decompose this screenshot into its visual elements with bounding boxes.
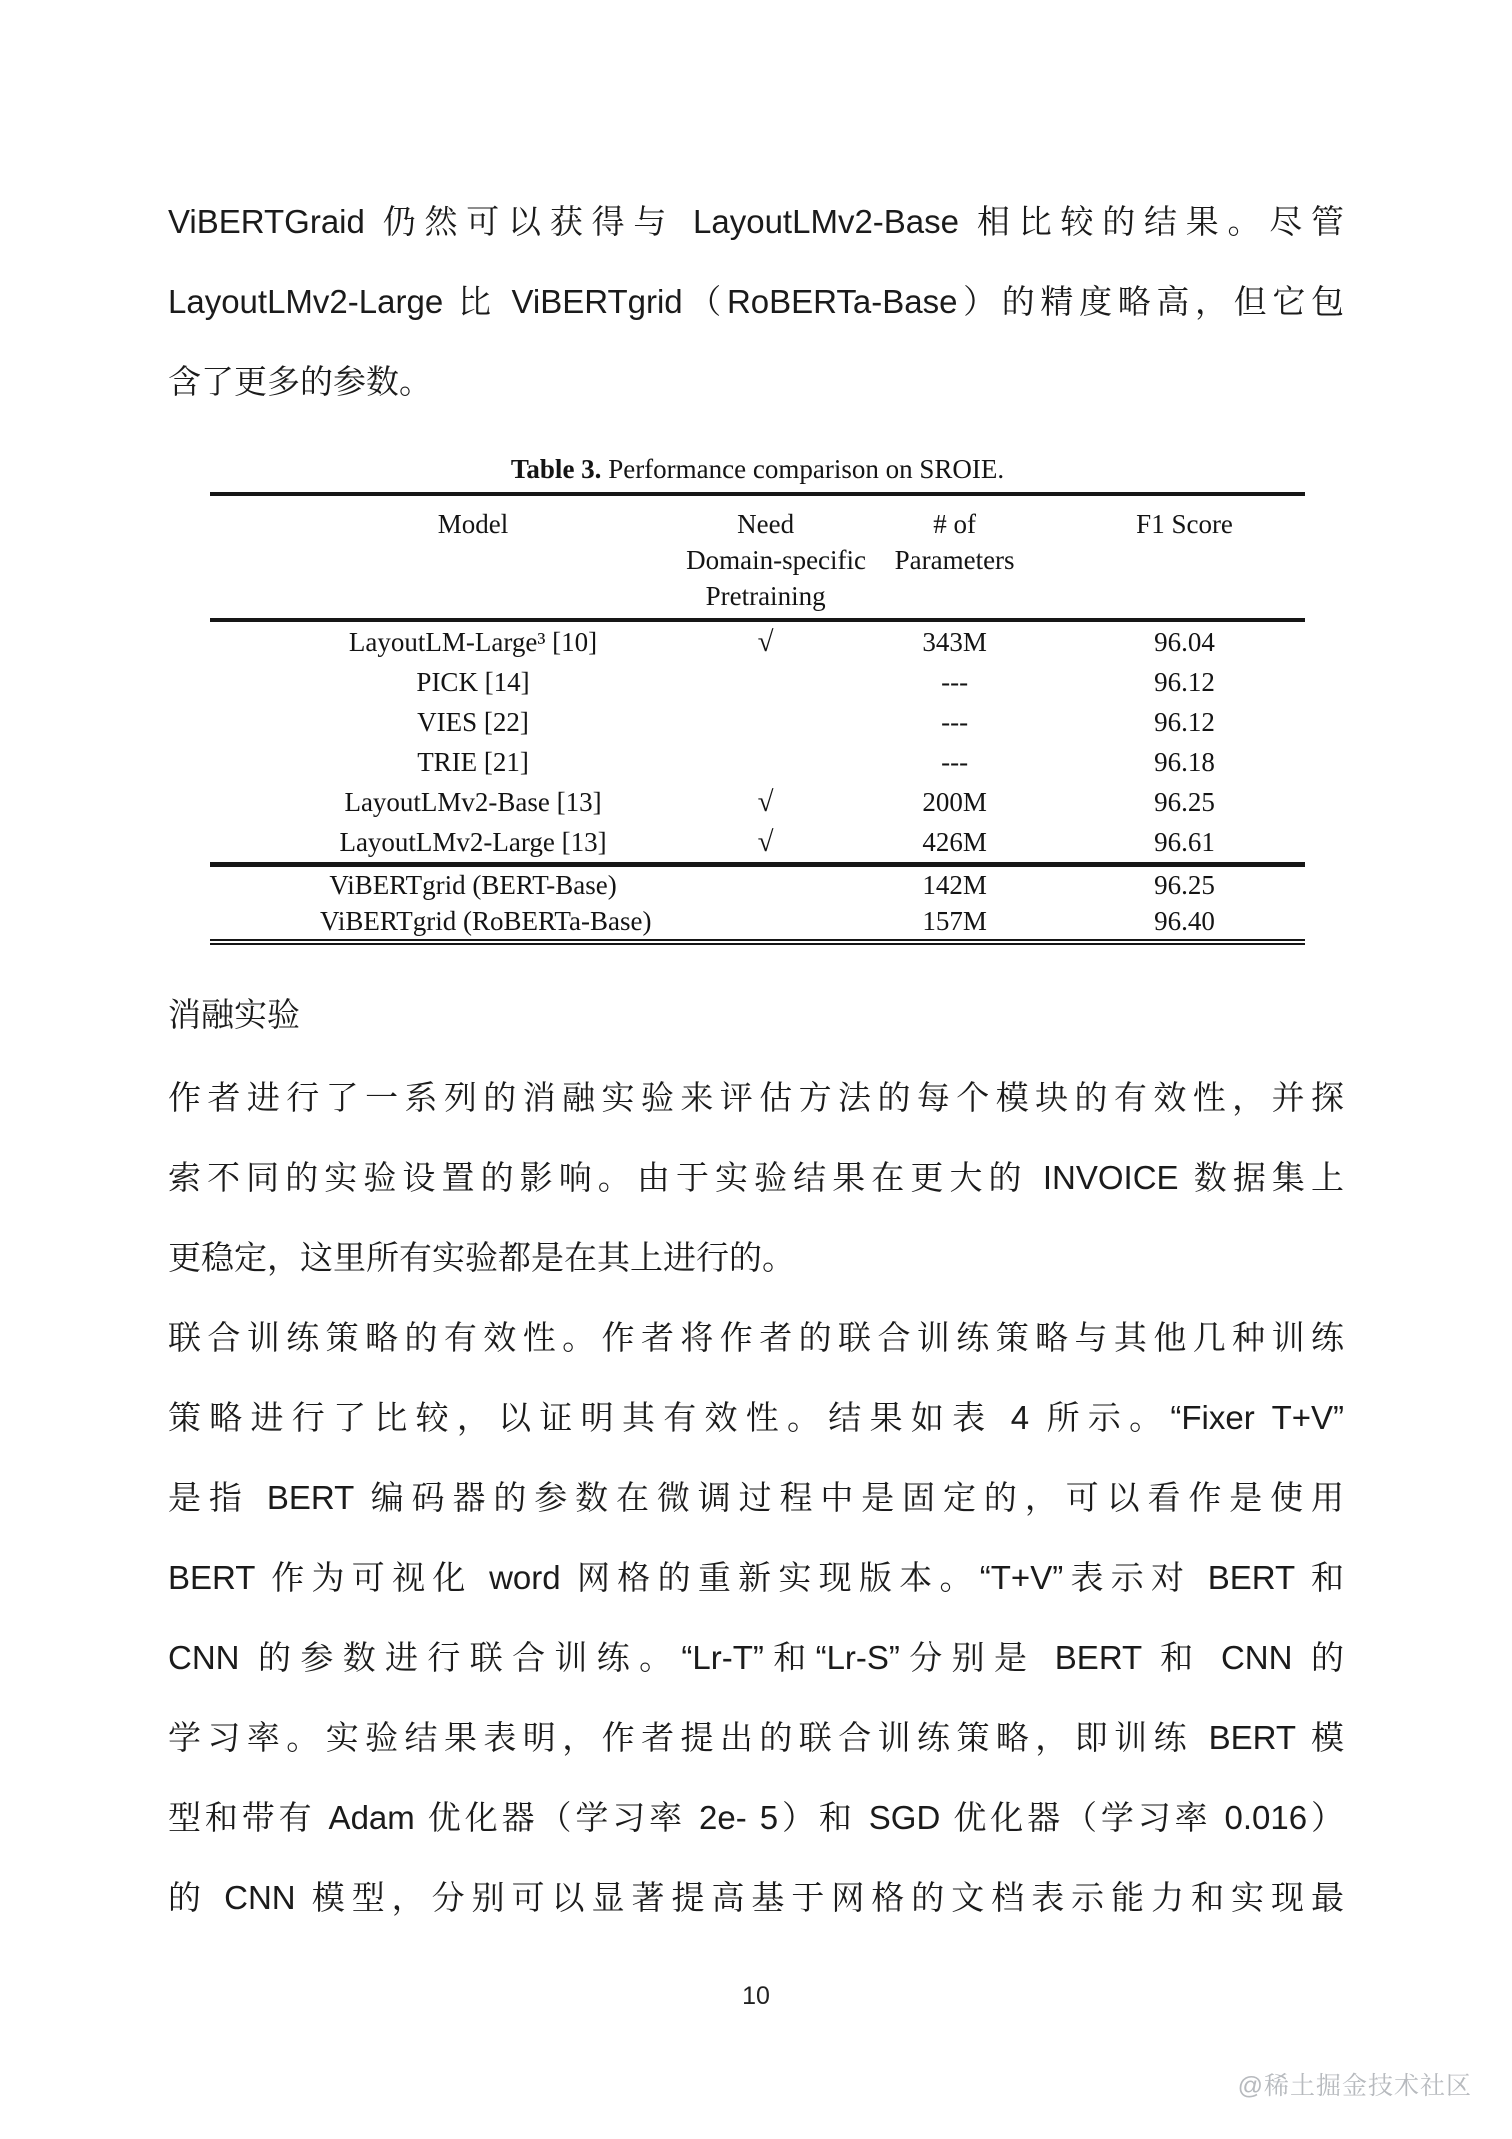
model-cell: LayoutLM-Large³ [10] (348, 626, 598, 657)
text-line: 学习率。实验结果表明，作者提出的联合训练策略，即训练 BERT 模 (168, 1719, 1344, 1756)
need-cell (626, 742, 845, 782)
model-cell: LayoutLMv2-Base [13] (344, 786, 602, 817)
table-row (210, 742, 1305, 782)
f1-cell: 96.61 (1154, 826, 1215, 857)
column-header-line: Model (437, 509, 509, 539)
model-cell: ViBERTgrid (RoBERTa-Base) (320, 905, 652, 936)
table-caption-number: Table 3. (510, 454, 602, 484)
table-row (210, 903, 1305, 942)
text-line: ViBERTGraid 仍然可以获得与 LayoutLMv2-Base 相比较的结果。尽管 (168, 203, 1344, 240)
watermark-text: @稀土掘金技术社区 (1237, 2072, 1472, 2100)
table-row (210, 782, 1305, 822)
text-line: 索不同的实验设置的影响。由于实验结果在更大的 INVOICE 数据集上 (168, 1159, 1344, 1196)
checkmark-icon: √ (757, 625, 774, 658)
table-header-row (210, 494, 1305, 620)
text-line: 更稳定，这里所有实验都是在其上进行的。 (168, 1239, 795, 1276)
f1-cell: 96.04 (1154, 626, 1215, 657)
text-line: 的 CNN 模型，分别可以显著提高基于网格的文档表示能力和实现最 (168, 1879, 1344, 1916)
column-header-line: Pretraining (705, 581, 826, 611)
f1-cell: 96.25 (1154, 869, 1215, 900)
table-row (210, 662, 1305, 702)
need-cell (626, 662, 845, 702)
table-row (210, 865, 1305, 904)
params-cell: 426M (922, 826, 987, 857)
column-header (1064, 494, 1305, 620)
params-cell: --- (941, 706, 969, 737)
paragraph-ablation-overview (168, 1058, 1344, 1298)
model-cell: ViBERTgrid (BERT-Base) (329, 869, 617, 900)
need-cell (626, 702, 845, 742)
params-cell: 142M (922, 869, 987, 900)
params-cell: --- (941, 666, 969, 697)
text-line: 型和带有 Adam 优化器（学习率 2e- 5）和 SGD 优化器（学习率 0.016） (168, 1799, 1344, 1836)
table-body-baselines (210, 620, 1305, 865)
ablation-section-heading: 消融实验 (168, 996, 300, 1033)
checkmark-icon: √ (757, 785, 774, 818)
paragraph-joint-training (168, 1298, 1344, 1938)
f1-cell: 96.40 (1154, 905, 1215, 936)
text-line: 策略进行了比较，以证明其有效性。结果如表 4 所示。“Fixer T+V” (168, 1399, 1344, 1436)
checkmark-icon: √ (757, 825, 774, 858)
column-header-line: Need (737, 509, 795, 539)
column-header (626, 494, 867, 620)
table-row (210, 702, 1305, 742)
text-line: 含了更多的参数。 (168, 363, 432, 400)
text-line: BERT 作为可视化 word 网格的重新实现版本。“T+V”表示对 BERT 和 (168, 1559, 1344, 1596)
f1-cell: 96.25 (1154, 786, 1215, 817)
model-cell: LayoutLMv2-Large [13] (339, 826, 607, 857)
params-cell: 200M (922, 786, 987, 817)
params-cell: --- (941, 746, 969, 777)
text-line: CNN 的参数进行联合训练。“Lr-T”和“Lr-S”分别是 BERT 和 CNN 的 (168, 1639, 1344, 1676)
column-header (845, 494, 1064, 620)
column-header-line: F1 Score (1136, 509, 1233, 539)
paragraph-intro (168, 182, 1344, 422)
column-header-line: Domain-specific (686, 545, 867, 575)
column-header (210, 494, 626, 620)
column-header-line: Parameters (894, 545, 1015, 575)
table-caption-text: Performance comparison on SROIE. (601, 454, 1005, 484)
f1-cell: 96.18 (1154, 746, 1215, 777)
params-cell: 157M (922, 905, 987, 936)
page-number: 10 (742, 1982, 770, 2010)
table-row (210, 822, 1305, 865)
table-3-block (210, 446, 1305, 945)
table-body-ours (210, 865, 1305, 943)
text-line: 作者进行了一系列的消融实验来评估方法的每个模块的有效性，并探 (168, 1079, 1344, 1116)
text-line: 是指 BERT 编码器的参数在微调过程中是固定的，可以看作是使用 (168, 1479, 1344, 1516)
table-caption (210, 446, 1305, 492)
f1-cell: 96.12 (1154, 666, 1215, 697)
text-line: 联合训练策略的有效性。作者将作者的联合训练策略与其他几种训练 (168, 1319, 1344, 1356)
column-header-line: # of (933, 509, 976, 539)
need-cell (626, 903, 845, 942)
text-line: LayoutLMv2-Large 比 ViBERTgrid（RoBERTa-Base）的精度略高，但它包 (168, 283, 1344, 320)
performance-table (210, 492, 1305, 945)
table-header (210, 494, 1305, 620)
model-cell: TRIE [21] (417, 746, 529, 777)
model-cell: VIES [22] (417, 706, 529, 737)
params-cell: 343M (922, 626, 987, 657)
need-cell (626, 865, 845, 904)
f1-cell: 96.12 (1154, 706, 1215, 737)
table-row (210, 620, 1305, 662)
model-cell: PICK [14] (416, 666, 530, 697)
